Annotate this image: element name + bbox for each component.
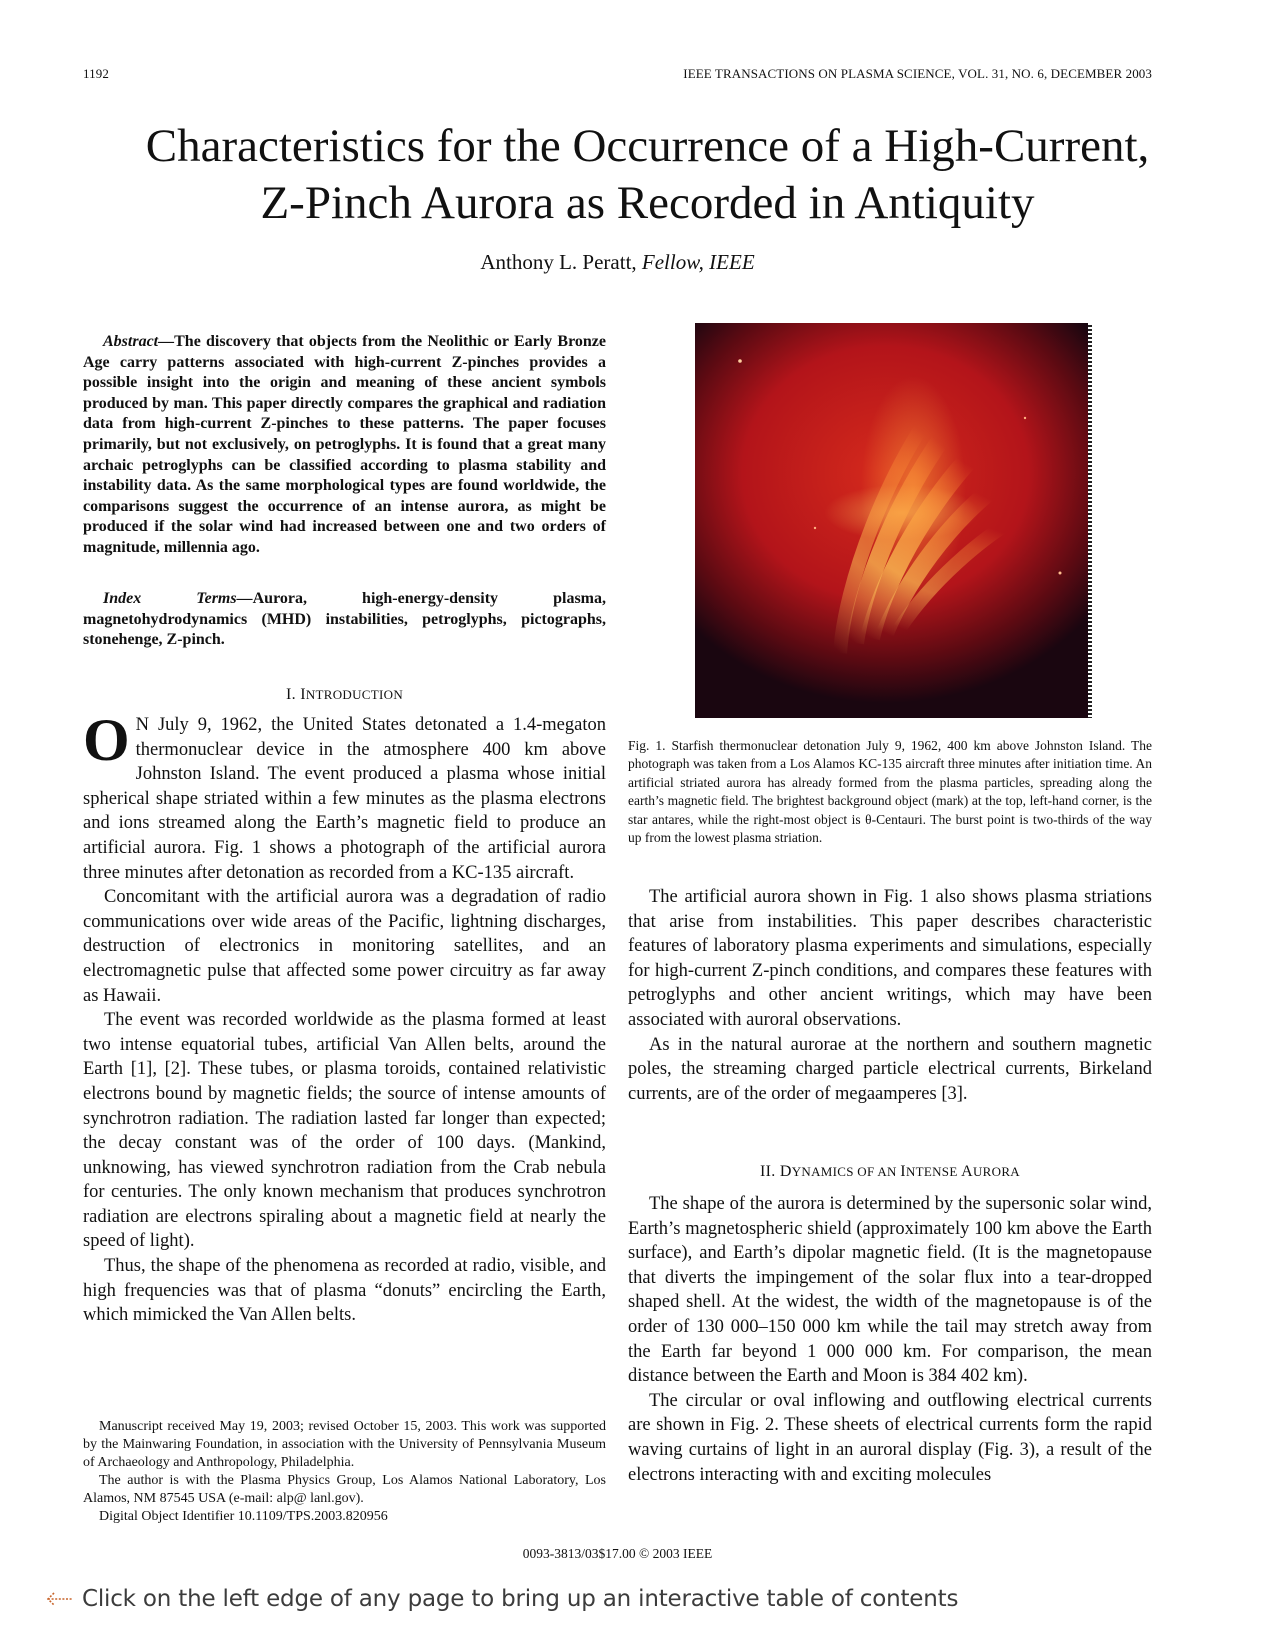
footnote-doi: Digital Object Identifier 10.1109/TPS.2003.820956 [99,1509,388,1524]
page-number: 1192 [83,66,109,81]
title-line-1: Characteristics for the Occurrence of a High-Current, [145,120,1150,172]
intro-paragraph-3: The event was recorded worldwide as the plasma formed at least two intense equatorial tubes, artificial Van Allen belts, around the Earth [1], [2]. These tubes, or plasma toroids, contained relativistic electrons bound by magnetic fields; the source of intense amounts of synchrotron radiation. The radiation lasted far longer than expected; the decay constant was of the order of 100 days. (Mankind, unknowing, has viewed synchrotron radiation from the Crab nebula for centuries. The only known mechanism that produces synchrotron radiation are electrons spiraling about a magnetic field at nearly the speed of light). [83,1010,606,1252]
author-role: Fellow, IEEE [641,250,755,274]
abstract [83,332,606,559]
author-line [0,250,1235,275]
title-line-2: Z-Pinch Aurora as Recorded in Antiquity [260,177,1035,229]
introduction-body [83,707,606,1328]
footnote-affiliation: The author is with the Plasma Physics Group, Los Alamos National Laboratory, Los Alamos, NM 87545 USA (e-mail: alp@ lanl.gov). [83,1473,606,1506]
dynamics-paragraph-1: The shape of the aurora is determined by the supersonic solar wind, Earth’s magnetospheric shield (approximately 100 km above the Earth surface), and Earth’s dipolar magnetic field. (It is the magnetopause that diverts the impingement of the solar flux into a tear-dropped shaped shell. At the widest, the width of the magnetopause is of the order of 130 000–150 000 km while the tail may stretch away from the Earth far beyond 1 000 000 km. For comparison, the mean distance between the Earth and Moon is 384 402 km). [628,1194,1152,1387]
intro-paragraph-2: Concomitant with the artificial aurora was a degradation of radio communications over wide areas of the Pacific, lightning discharges, destruction of electronics in monitoring satellites, and an electromagnetic pulse that affected some power circuitry as far away as Hawaii. [83,887,606,1006]
figure-1-caption: Fig. 1. Starfish thermonuclear detonation July 9, 1962, 400 km above Johnston Island. The photograph was taken from a Los Alamos KC-135 aircraft three minutes after initiation time. An artificial striated aurora has already formed from the plasma particles, spreading along the earth’s magnetic field. The brightest background object (mark) at the top, left-hand corner, is the star antares, while the right-most object is θ-Centauri. The burst point is two-thirds of the way up from the lowest plasma striation. [628,738,1152,846]
dynamics-body [628,1192,1152,1487]
index-terms-label: Index Terms— [103,590,253,607]
index-terms-text: Aurora, high-energy-density plasma, magnetohydrodynamics (MHD) instabilities, petroglyphs, pictographs, stonehenge, Z-pinch. [83,590,607,649]
footnotes [83,1418,606,1526]
paper-title [60,118,1235,232]
photo-border-edge [1088,323,1092,718]
star-mark [738,359,742,363]
toc-hint-text: Click on the left edge of any page to bring up an interactive table of contents [82,1586,959,1612]
toc-hint[interactable] [46,1586,958,1612]
right-paragraph-1: The artificial aurora shown in Fig. 1 also shows plasma striations that arise from instabilities. This paper describes characteristic features of laboratory plasma experiments and simulations, especially for high-current Z-pinch conditions, and compares these features with petroglyphs and other ancient writings, which may have been associated with auroral observations. [628,887,1152,1030]
aurora-striations [695,323,1092,718]
intro-paragraph-4: Thus, the shape of the phenomena as recorded at radio, visible, and high frequencies was that of plasma “donuts” encircling the Earth, which mimicked the Van Allen belts. [83,1256,606,1326]
copyright-line: 0093-3813/03$17.00 © 2003 IEEE [522,1546,713,1561]
right-paragraph-2: As in the natural aurorae at the northern and southern magnetic poles, the streaming charged particle electrical currents, Birkeland currents, are of the order of megaamperes [3]. [628,1034,1152,1104]
dotted-arrow-left-icon [46,1591,74,1607]
abstract-text: The discovery that objects from the Neolithic or Early Bronze Age carry patterns associated with high-current Z-pinches provides a possible insight into the origin and meaning of these ancient symbols produced by man. This paper directly compares the graphical and radiation data from high-current Z-pinches to these patterns. The paper focuses primarily, but not exclusively, on petroglyphs. It is found that a great many archaic petroglyphs can be classified according to plasma stability and instability data. As the same morphological types are found worldwide, the comparisons suggest the occurrence of an intense aurora, as might be produced if the solar wind had increased between one and two orders of magnitude, millennia ago. [83,333,606,556]
figure-1-photo [695,323,1092,718]
footnote-manuscript: Manuscript received May 19, 2003; revised October 15, 2003. This work was supported by the Mainwaring Foundation, in association with the University of Pennsylvania Museum of Archaeology and Anthropology, Philadelphia. [83,1419,606,1470]
section-heading-dynamics: II. DYNAMICS OF AN INTENSE AURORA [759,1163,1020,1180]
abstract-label: Abstract— [103,333,175,350]
author-name: Anthony L. Peratt, [480,250,642,274]
drop-cap: O [83,707,130,773]
section-heading-introduction: I. INTRODUCTION [285,686,404,703]
dynamics-paragraph-2: The circular or oval inflowing and outflowing electrical currents are shown in Fig. 2. These sheets of electrical currents form the rapid waving curtains of light in an auroral display (Fig. 3), a result of the electrons interacting with and exciting molecules [628,1390,1152,1485]
index-terms [83,589,606,651]
journal-header: IEEE TRANSACTIONS ON PLASMA SCIENCE, VOL. 31, NO. 6, DECEMBER 2003 [683,66,1152,81]
intro-paragraph-1: O N July 9, 1962, the United States detonated a 1.4-megaton thermonuclear device in the atmosphere 400 km above Johnston Island. The event produced a plasma whose initial spherical shape striated within a few minutes as the plasma electrons and ions streamed along the Earth’s magnetic field to produce an artificial aurora. Fig. 1 shows a photograph of the artificial aurora three minutes after detonation as recorded from a KC-135 aircraft. [83,707,606,883]
right-column-body [628,885,1152,1106]
